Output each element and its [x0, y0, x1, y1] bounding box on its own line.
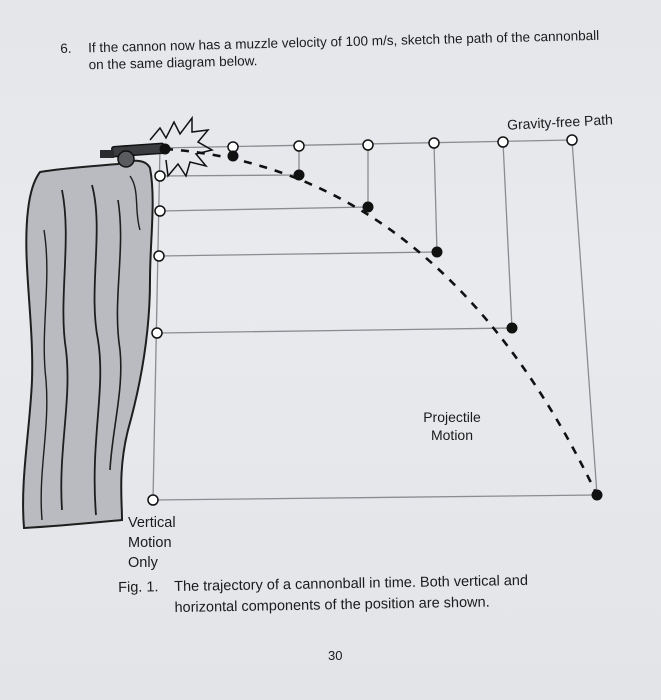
filled-point — [160, 144, 171, 155]
question-number: 6. — [60, 40, 72, 56]
open-point — [148, 495, 158, 505]
filled-point — [507, 323, 518, 334]
grid-lines — [153, 140, 597, 500]
projectile-motion-label: Projectile Motion — [423, 409, 481, 443]
grid-h-line — [153, 495, 597, 500]
projectile-trajectory — [165, 149, 597, 495]
gravity-free-path-label: Gravity-free Path — [506, 111, 614, 133]
grid-v-line — [434, 143, 437, 252]
projectile-points — [160, 144, 603, 501]
grid-h-line — [160, 175, 299, 176]
cliff — [23, 161, 153, 528]
grid-h-line — [160, 252, 437, 256]
question-text: If the cannon now has a muzzle velocity of 100 m/s, sketch the path of the cannonball on the same diagram below. — [88, 27, 600, 73]
figure-number: Fig. 1. — [118, 579, 159, 596]
grid-v-line — [503, 142, 512, 328]
vertical-motion-only-label: Vertical Motion Only — [128, 515, 176, 571]
page-number: 30 — [328, 648, 343, 663]
filled-point — [363, 202, 374, 213]
vertical-axis — [153, 148, 160, 500]
open-point — [363, 140, 373, 150]
open-point — [429, 138, 439, 148]
grid-v-line — [572, 140, 597, 495]
caption-text: The trajectory of a cannonball in time. Both vertical and horizontal components of the position are shown. — [174, 572, 529, 617]
filled-point — [294, 170, 305, 181]
grid-h-line — [160, 207, 368, 211]
open-point — [152, 328, 162, 338]
filled-point — [228, 151, 239, 162]
open-point — [498, 137, 508, 147]
open-point — [567, 135, 577, 145]
open-point — [294, 141, 304, 151]
open-point — [154, 251, 164, 261]
cannon-icon — [100, 143, 164, 167]
filled-point — [592, 490, 603, 501]
open-point — [155, 171, 165, 181]
grid-h-line — [160, 328, 512, 333]
open-point — [155, 206, 165, 216]
filled-point — [432, 247, 443, 258]
